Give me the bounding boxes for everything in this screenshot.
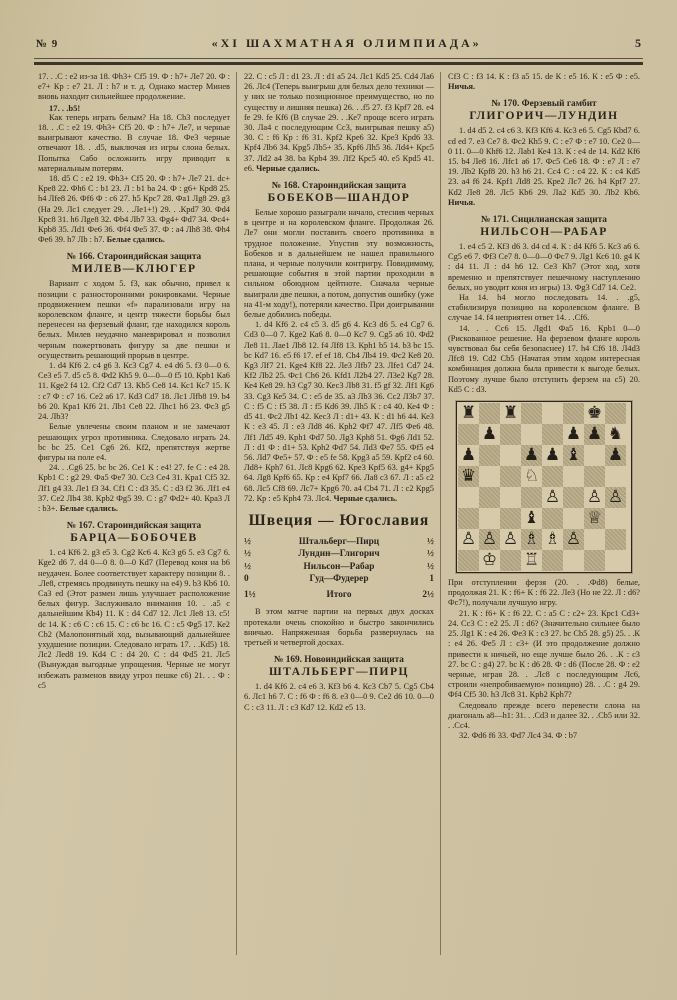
chess-square (542, 487, 563, 508)
game-number-heading: № 166. Староиндийская защита (66, 252, 202, 263)
chess-square (458, 487, 479, 508)
chess-square (563, 487, 584, 508)
score-right: 2½ (422, 589, 434, 600)
chess-square (458, 403, 479, 424)
white-piece: ♖ (523, 550, 540, 571)
players-heading: ШТАЛЬБЕРГ—ПИРЦ (269, 666, 409, 679)
game-result-text: Белые сдались. (57, 503, 119, 513)
chess-square (584, 403, 605, 424)
chess-square (584, 508, 605, 529)
paragraph: 32. Фd6 f6 33. Фd7 Лс4 34. Ф : b7 (459, 731, 578, 741)
chess-square (479, 550, 500, 571)
game-number-heading: № 169. Новоиндийская защита (274, 655, 404, 666)
players-heading: НИЛЬСОН—РАБАР (480, 226, 608, 239)
column-1 (38, 72, 230, 986)
chess-square (521, 445, 542, 466)
page-number: 5 (634, 36, 641, 50)
white-piece: ♕ (586, 508, 603, 529)
column-divider (440, 72, 441, 955)
column-3 (448, 72, 640, 986)
chess-square (500, 466, 521, 487)
chess-square (584, 445, 605, 466)
score-right: ½ (427, 561, 434, 572)
chess-square (542, 529, 563, 550)
paragraph: Белые хорошо разыграли начало, стеснив черных в центре и на королевском фланге. Продолжая 26. Ле7 они могли поставить своего противника в трудное положение. Упустив эту возможность, Бобеков и в дальнейшем не нашел правильного плана, и черные получили контригру. Повидимому, решающие события в этой партии проходили в сильном обоюдном цейтноте. Сначала черные выиграли две пешки, а потом, допустив ошибку (уже на 41-м ходу!), потеряли качество. При доигрывании белые добились победы. (244, 208, 434, 320)
paragraph: Вариант с ходом 5. f3, как обычно, привел к позиции с разносторонними рокировками. Черные продвижением пешки «f» парализовали игру на королевском фланге, и центр тяжести борьбы был перенесен на ферзевый фланг, где находился король белых. Милев неудачно маневрировал и позволил черным пожертвовать фигуру за две пешки и осуществить решающий прорыв в центре. (38, 279, 230, 360)
chess-square (542, 403, 563, 424)
paragraph: При отступлении ферзя (20. . .Фd8) белые, продолжая 21. К : f6+ К : f6 22. Ле3 (Но не 22. Л : d6? Фс7!), получали лучшую игру. (448, 578, 640, 608)
chess-square (605, 508, 626, 529)
paragraph: 18. d5 С : е2 19. Фh3+ Сf5 20. Ф : h7+ Ле7 21. dc+ Кре8 22. Фh6 С : b1 23. Л : b1 ba 24. Ф : g6+ Крd8 25. h4 Лfе8 26. Фf6 Ф : с6 27. h5 Крс7 28. Фа1 Лg8 29. g3 (На 29. Лс1 следует 29. . .Ле1+!) 29. . .Крd7 30. Фd4 Крс8 31. h6 Лgе8 32. Фb4 Лb7 33. Фg4+ Фd7 34. Фс4+ Крb8 35. Лd1 Фе6 36. Фf4 Фе5 37. Ф : а4 Лh8 38. Фh4 Фе6 39. h7 Лb : h7. Белые сдались. (38, 174, 230, 245)
game-result-text: Черные сдались. (331, 493, 398, 503)
chess-square (521, 487, 542, 508)
chess-square (542, 424, 563, 445)
players-heading: МИЛЕВ—КЛЮГЕР (71, 263, 197, 276)
paragraph: Следовало прежде всего перевести слона на диагональ а8—h1: 31. . .Сd3 и далее 32. . .Сb5 или 32. . .Сс4. (448, 700, 640, 730)
match-title: Швеция — Югославия (248, 511, 430, 529)
paragraph: 1. d4 d5 2. с4 с6 3. Кf3 Кf6 4. Кс3 е6 5. Сg5 Кbd7 6. cd ed 7. е3 Се7 8. Фс2 Кh5 9. С : е7 Ф : е7 10. Се2 0—0 11. 0—0 Кhf6 12. Лаb1 Ке4 13. К : е4 de 14. Кd2 Кf6 15. b4 Ле8 16. Лfс1 а6 17. Фс5 Се6 18. Ф : е7 Л : е7 19. Лb2 Крf8 20. h3 h6 21. Сс4 С : с4 22. К : с4 Кd5 23. а4 f6 24. Крf1 Лd8 25. Кре2 Лс7 26. h4 Крf7 27. Кd2 Ле8 28. Лс5 Кb6 29. Ла2 Кd5 30. Лb2 Кb6. Ничья. (448, 126, 640, 207)
white-piece: ♔ (481, 550, 498, 571)
chess-square (563, 403, 584, 424)
chess-square (563, 550, 584, 571)
white-piece: ♙ (607, 487, 624, 508)
paragraph: 1. d4 Кf6 2. с4 g6 3. Кс3 Сg7 4. е4 d6 5. f3 0—0 6. Се3 е5 7. d5 с5 8. Фd2 Кh5 9. 0—0—0 f5 10. Крb1 Ка6 11. Кgе2 f4 12. Сf2 Сd7 13. Кb5 Се8 14. Кс1 Кс7 15. К : с7 Ф : с7 16. Се2 а6 17. Кd3 Сd7 18. Лс1 Лfb8 19. b4 b6 20. Кра1 Кf6 21. Лb1 Се8 22. Лhс1 h6 23. Фс3 g5 24. Лb3? (38, 361, 230, 422)
pairing: Штальберг—Пирц (298, 536, 380, 547)
column-divider (236, 72, 237, 955)
page-header (36, 36, 641, 56)
chess-square (500, 487, 521, 508)
paragraph: 24. . .Сg6 25. bc bc 26. Се1 К : е4! 27. fe С : е4 28. Крb1 С : g2 29. Фа5 Фе7 30. Сс3 Се4 31. Кра1 Сf5 32. Лf1 g4 33. Ле1 f3 34. Сf1 С : d3 35. С : d3 f2 36. Лf1 е4 37. Се2 Лb4 38. Крb2 Фg5 39. С : g7 Фd2+ 40. Кра3 Л : b3+. Белые сдались. (38, 463, 230, 513)
players-heading: БОБЕКОВ—ШАНДОР (267, 192, 411, 205)
paragraph: 1. е4 с5 2. Кf3 d6 3. d4 cd 4. К : d4 Кf6 5. Кс3 а6 6. Сg5 е6 7. Фf3 Се7 8. 0—0—0 Фс7 9. Лg1 Кс6 10. g4 К : d4 11. Л : d4 h6 12. Се3 Кh7 (Этот ход, хотя временно и препятствует пешечному наступлению белых, но уводит коня из игры) 13. Фg3 Сd7 14. Се2. (448, 242, 640, 292)
game-result-text: Ничья. (448, 82, 476, 92)
black-piece: ♟ (544, 445, 561, 466)
highlighted-move: 17. . .b5! (49, 102, 81, 113)
chess-square (605, 529, 626, 550)
column-2 (244, 72, 434, 986)
page-title: «XI ШАХМАТНАЯ ОЛИМПИАДА» (211, 36, 482, 50)
issue-number: № 9 (36, 38, 59, 50)
pairing: Итого (326, 589, 352, 600)
chess-square (521, 424, 542, 445)
game-result-text: Ничья. (448, 197, 476, 207)
chess-square (479, 445, 500, 466)
chess-square (605, 550, 626, 571)
chess-square (479, 529, 500, 550)
score-row (244, 573, 434, 586)
paragraph: 17. . .С : е2 из-за 18. Фh3+ Сf5 19. Ф : h7+ Ле7 20. Ф : е7+ Кр : е7 21. Л : h7 и т. д. Однако мастер Минев вновь находит сильнейшее продолжение. (38, 72, 230, 102)
chess-square (479, 466, 500, 487)
paragraph: Сf3 С : f3 14. К : f3 а5 15. de К : е5 16. К : е5 Ф : е5. Ничья. (448, 72, 640, 92)
black-piece: ♝ (565, 445, 582, 466)
pairing: Гуд—Фудерер (309, 574, 369, 585)
chess-square (521, 403, 542, 424)
game-result-text: Черные сдались. (254, 163, 320, 173)
game-number-heading: № 168. Староиндийская защита (271, 181, 407, 192)
score-left: ½ (244, 561, 251, 572)
chess-square (500, 403, 521, 424)
chess-square (542, 550, 563, 571)
white-piece: ♙ (544, 487, 561, 508)
players-heading: БАРЦА—БОБОЧЕВ (70, 532, 198, 545)
chess-square (584, 529, 605, 550)
paragraph: 1. d4 Кf6 2. с4 е6 3. Кf3 b6 4. Кс3 Сb7 5. Сg5 Сb4 6. Лс1 h6 7. С : f6 Ф : f6 8. е3 0—0 9. Се2 d6 10. 0—0 С : с3 11. Л : с3 Кd7 12. Кd2 е5 13. (244, 682, 434, 712)
chess-square (563, 508, 584, 529)
chess-square (500, 508, 521, 529)
chess-square (479, 424, 500, 445)
paragraph: В этом матче партии на первых двух досках протекали очень спокойно и быстро закончились вничью. Напряженная борьба развернулась на третьей и четвертой досках. (244, 607, 434, 648)
black-piece: ♜ (502, 403, 519, 424)
white-piece: ♙ (586, 487, 603, 508)
game-result-text: Белые сдались. (104, 235, 165, 245)
score-right: 1 (429, 574, 434, 585)
black-piece: ♞ (607, 424, 624, 445)
chess-square (458, 466, 479, 487)
chess-square (605, 487, 626, 508)
chess-square (584, 550, 605, 571)
chess-square (479, 403, 500, 424)
paragraph: 22. С : с5 Л : d1 23. Л : d1 а5 24. Лс1 Кd5 25. Сd4 Ла6 26. Лс4 (Теперь выигрыш для белых дело техники — у них не только позиционное преимущество, но по существу и лишняя пешка) 26. . .f5 27. f3 Крf7 28. е4 fe 29. fe Кf6 (В случае 29. . .Ке7 проще всего играть 30. Ла4 с последующим Сс3, выигрывая пешку а5) 30. С : f6 Кр : f6 31. Крf2 Кре6 32. Кре3 Крd6 33. Крf4 Лb6 34. Крg5 Лb5+ 35. Крf6 Лh5 36. Лd4+ Крс5 37. Лd2 а4 38. ba Крb4 39. Лf2 Крс5 40. е5 Крd5 41. е6. Черные сдались. (244, 72, 434, 173)
chess-square (542, 466, 563, 487)
black-piece: ♛ (460, 466, 477, 487)
chess-diagram (456, 401, 632, 573)
chess-square (605, 403, 626, 424)
black-piece: ♟ (586, 424, 603, 445)
white-piece: ♙ (565, 529, 582, 550)
chess-square (458, 529, 479, 550)
black-piece: ♟ (481, 424, 498, 445)
black-piece: ♝ (523, 508, 540, 529)
chess-square (521, 550, 542, 571)
game-number-heading: № 171. Сицилианская защита (481, 215, 607, 226)
score-left: 1½ (244, 589, 256, 600)
chess-square (563, 466, 584, 487)
paragraph: Как теперь играть белым? На 18. Сb3 последует 18. . .С : е2 19. Фh3+ Сf5 20. Ф : h7+ Ле7, и черные выигрывают качество. В случае 18. Фе3 черные отвечают 18. . .d5, выключая из игры слона белых. Попытка Сабо осложнить игру приводит к материальным потерям. (38, 112, 230, 173)
chess-square (542, 445, 563, 466)
chess-square (500, 550, 521, 571)
paragraph: Белые увлечены своим планом и не замечают решающих угроз противника. Следовало играть 24. bc bc 25. Се1 Сg6 26. Кf2, препятствуя жертве фигуры на поле е4. (38, 422, 230, 462)
header-rule-thin (34, 58, 643, 59)
chess-square (500, 445, 521, 466)
score-right: ½ (427, 536, 434, 547)
white-piece: ♘ (523, 466, 540, 487)
chess-square (563, 445, 584, 466)
chess-square (458, 424, 479, 445)
chess-square (500, 424, 521, 445)
black-piece: ♟ (523, 445, 540, 466)
match-score-table (244, 536, 434, 602)
white-piece: ♗ (544, 529, 561, 550)
score-left: 0 (244, 574, 249, 585)
chess-square (542, 508, 563, 529)
paragraph: 21. К : f6+ К : f6 22. С : а5 С : с2+ 23. Крс1 Сd3+ 24. Сс3 С : е2 25. Л : d6? (Значительно сильнее было 25. Лg1 К : е4 26. Фе3 К : с3 27. bc Сb5 28. g5) 25. . .К : е4 26. Фе5 Л : с3+ (И это продолжение должно привести к ничьей, но еще лучше было 26. . .К : с3 27. bc С : g4) 27. bc К : d6 28. Ф : d6 (После 28. Ф : е2 черные, играя 28. . .Лс8 с последующим Лс6, строили «непробиваемую» позицию) 28. . .С : g4 29. Фf4 Сf5 30. h3 Лс8 31. Крb2 Крh7? (448, 608, 640, 700)
score-left: ½ (244, 549, 251, 560)
chess-square (584, 466, 605, 487)
black-piece: ♟ (607, 445, 624, 466)
score-row (244, 536, 434, 549)
white-piece: ♗ (523, 529, 540, 550)
paragraph: 14. . . Сс6 15. Лgd1 Фа5 16. Крb1 0—0 (Рискованное решение. На ферзевом фланге король чувствовал бы себя безопаснее) 17. h4 Сf6 18. Л4d3 Лfс8 19. Сd2 Сb5 (Начатая этим ходом интересная комбинация должна была привести к выгоде белых. Поэтому лучше было отступить ферзем на с5) 20. Кd5 С : d3. (448, 323, 640, 394)
black-piece: ♟ (565, 424, 582, 445)
black-piece: ♚ (586, 403, 603, 424)
players-heading: ГЛИГОРИЧ—ЛУНДИН (469, 110, 619, 123)
game-number-heading: № 170. Ферзевый гамбит (491, 99, 597, 110)
chess-square (521, 529, 542, 550)
chess-square (479, 508, 500, 529)
game-number-heading: № 167. Староиндийская защита (66, 521, 202, 532)
white-piece: ♙ (502, 529, 519, 550)
chess-square (584, 487, 605, 508)
pairing: Лундин—Глигорич (298, 549, 380, 560)
chess-square (521, 508, 542, 529)
chess-square (605, 445, 626, 466)
score-left: ½ (244, 536, 251, 547)
score-row (244, 548, 434, 561)
chess-square (584, 424, 605, 445)
chess-square (521, 466, 542, 487)
white-piece: ♙ (481, 529, 498, 550)
white-piece: ♙ (460, 529, 477, 550)
paragraph: 1. d4 Кf6 2. с4 с5 3. d5 g6 4. Кс3 d6 5. е4 Сg7 6. Сd3 0—0 7. Кgе2 Ка6 8. 0—0 Кс7 9. Сg5 а6 10. Фd2 Ле8 11. Лае1 Лb8 12. f4 Лf8 13. Крh1 b5 14. b3 bc 15. bc Кd7 16. е5 f6 17. ef ef 18. Сh4 Лb4 19. Фс2 Ке8 20. Кg3 Лf7 21. Кgе4 Кf8 22. Ле3 Лfb7 23. Лfе1 Сd7 24. Кf2 Лb2 25. Фс1 Сh6 26. Кfd1 Л2b4 27. Л3е2 Кg7 28. Ке4 Ке8 29. h3 Сg7 30. Кес3 Лb8 31. f5 gf 32. Лf1 Кg6 33. Сg3 Ке5 34. С : е5 de 35. а3 Лb3 36. Сс2 Л3b7 37. С : f5 С : f5 38. Л : f5 Кd6 39. Лh5 К : с4 40. Ке4 Ф : d5 41. Фс2 Лb1 42. Кес3 Л : d1+ 43. К : d1 h6 44. Ке3 К : е3 45. Л : е3 Лd8 46. Крh2 Фf7 47. Лf5 Фе6 48. Лf1 Лd5 49. Крh1 Фd7 50. Лg3 Крh8 51. Фg6 Лd1 52. Л : d1 Ф : d1+ 53. Крh2 Фd7 54. Лd3 Фе7 55. Фf5 е4 56. Лd7 Фе5+ 57. Ф : е5 fe 58. Крg3 а5 59. Крf2 с4 60. Лd8+ Крh7 61. Лс8 Крg6 62. Кре3 Крf5 63. g4+ Крg5 64. Лg8 Крf6 65. Кр : е4 Крf7 66. Ла8 с3 67. Л : а5 с2 68. Лс5 Сf8 69. Лс7+ Крg6 70. а4 Сb4 71. Л : с2 Крg5 72. Кр : е5 Крh4 73. Лс4. Черные сдались. (244, 320, 434, 503)
paragraph: На 14. h4 могло последовать 14. . .g5, стабилизируя позицию на королевском фланге. В случае 14. f4 неприятен ответ 14. . .Сf6. (448, 293, 640, 323)
chess-square (458, 508, 479, 529)
chess-square (563, 424, 584, 445)
chess-square (605, 424, 626, 445)
chess-square (605, 466, 626, 487)
chess-square (458, 550, 479, 571)
pairing: Нильсон—Рабар (303, 561, 375, 572)
score-row (244, 589, 434, 602)
chess-square (563, 529, 584, 550)
score-right: ½ (427, 549, 434, 560)
black-piece: ♜ (460, 403, 477, 424)
chess-board (458, 403, 630, 571)
header-rule-thick (34, 62, 643, 65)
black-piece: ♟ (460, 445, 477, 466)
paragraph: 1. с4 Кf6 2. g3 е5 3. Сg2 Кс6 4. Кс3 g6 5. е3 Сg7 6. Кgе2 d6 7. d4 0—0 8. 0—0 Кd7 (Перевод коня на b6 неудачен. Более соответствует характеру позиции 8. . .Ле8, стремясь продвинуть пешку на е4) 9. b3 Кb6 10. Са3 ed (Этот размен лишь улучшает расположение белых фигур. Заслуживало внимания 10. . .а5 с дальнейшим Кb4) 11. К : d4 Сd7 12. Лс1 Ле8 13. с5! dc 14. К : с6 С : с6 15. С : с6 bc 16. С : с5 Фg5 17. Ке2 Сb2 (Малопонятный ход, вызывающий дальнейшее ухудшение позиции. Следовало играть 17. . .Кd5) 18. Лс2 Леd8 19. Кd4 С : d4 20. С : d4 Фd5 21. Лс5 (Вынуждая выгодные упрощения. Черные не могут избежать разменов ввиду угроз пешке с6) 21. . . Ф : с5 (38, 548, 230, 690)
chess-square (479, 487, 500, 508)
score-row (244, 561, 434, 574)
chess-square (458, 445, 479, 466)
chess-square (500, 529, 521, 550)
